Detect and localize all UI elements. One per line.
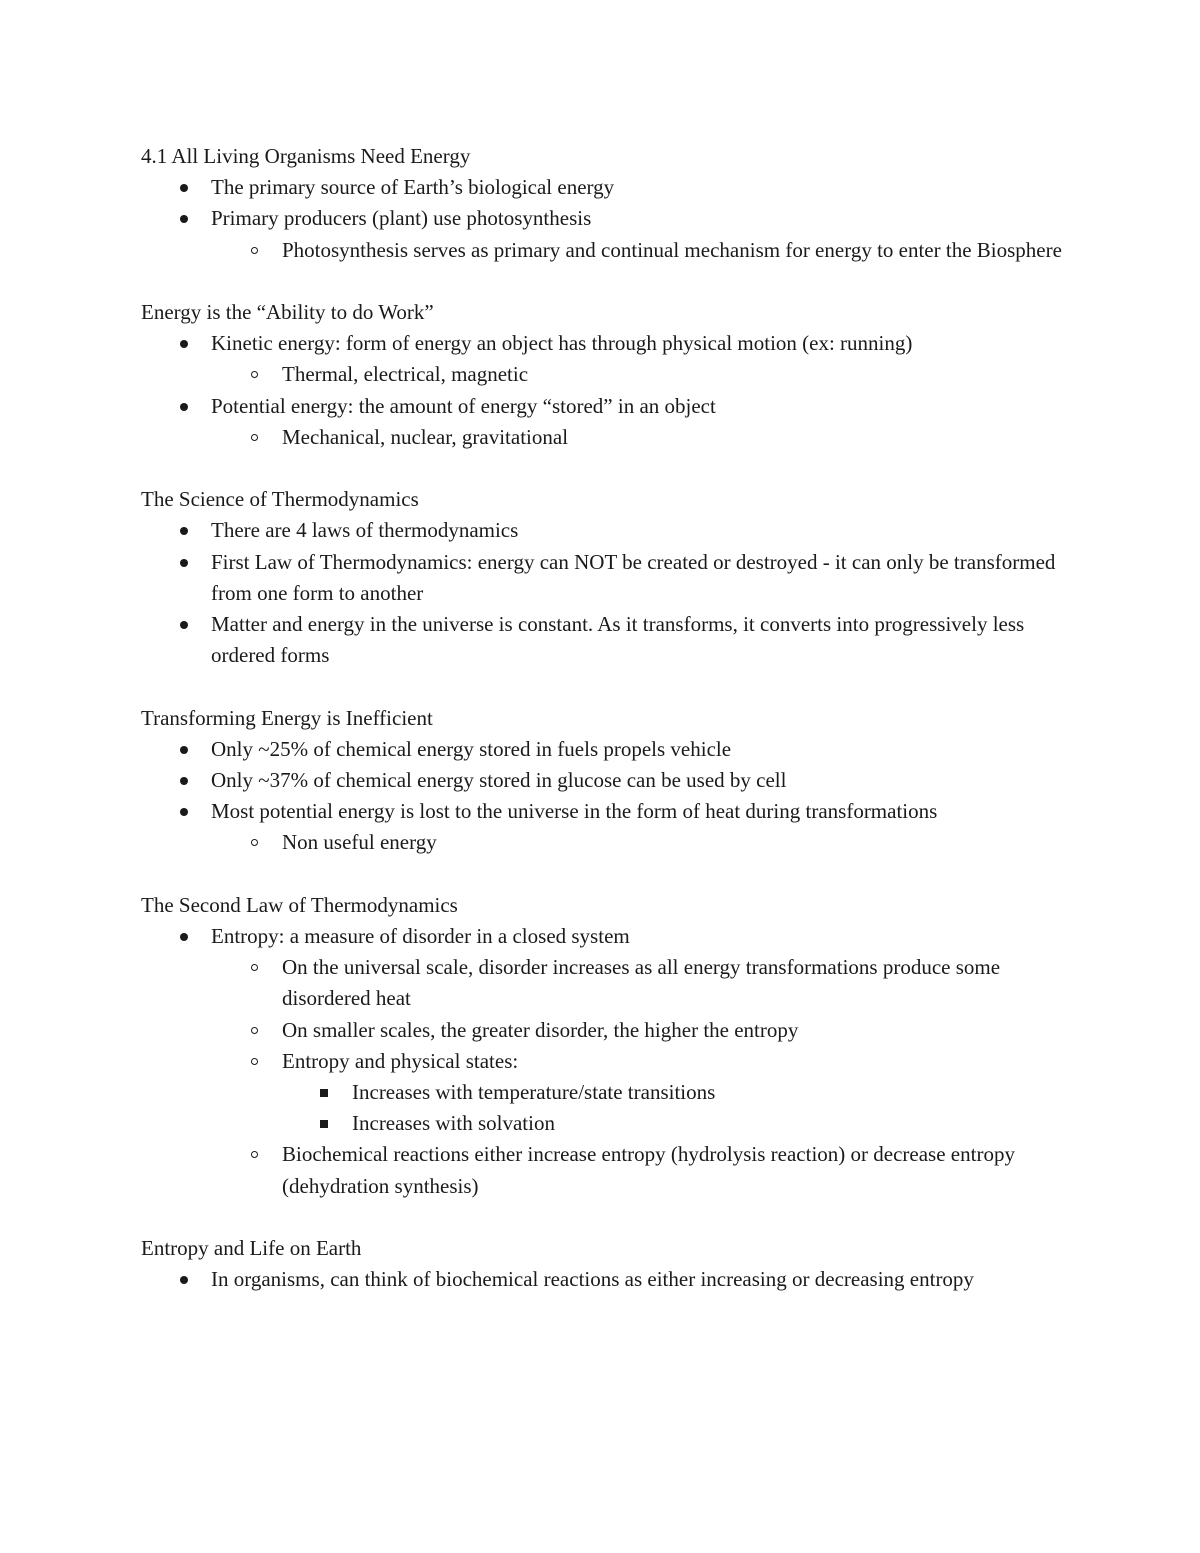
bullet-item bbox=[0, 203, 1071, 234]
filled-circle-bullet-icon bbox=[180, 403, 188, 411]
bullet-item bbox=[0, 391, 1071, 422]
sub-sub-bullet-item bbox=[0, 1108, 1072, 1139]
section-spacer bbox=[0, 671, 1200, 702]
hollow-circle-bullet-icon bbox=[251, 1151, 258, 1158]
bullet-text: In organisms, can think of biochemical reactions as either increasing or decreasing entropy bbox=[211, 1267, 974, 1292]
bullet-text: Increases with temperature/state transitions bbox=[352, 1080, 716, 1105]
section-spacer bbox=[0, 859, 1200, 890]
bullet-text: The primary source of Earth’s biological energy bbox=[211, 175, 615, 200]
bullet-item bbox=[0, 796, 1071, 827]
bullet-text: Biochemical reactions either increase entropy (hydrolysis reaction) or decrease entropy (dehydration synthesis) bbox=[282, 1142, 1015, 1198]
filled-circle-bullet-icon bbox=[180, 808, 188, 816]
section-heading: Entropy and Life on Earth bbox=[141, 1236, 362, 1261]
hollow-circle-bullet-icon bbox=[251, 371, 258, 378]
filled-circle-bullet-icon bbox=[180, 559, 188, 567]
sub-bullet-item bbox=[0, 235, 1072, 266]
bullet-item bbox=[0, 734, 1071, 765]
note-section bbox=[0, 484, 1200, 671]
filled-circle-bullet-icon bbox=[180, 215, 188, 223]
filled-circle-bullet-icon bbox=[180, 933, 188, 941]
bullet-item bbox=[0, 515, 1071, 546]
section-heading: 4.1 All Living Organisms Need Energy bbox=[141, 144, 471, 168]
bullet-text: First Law of Thermodynamics: energy can NOT be created or destroyed - it can only be transformed from one form to another bbox=[211, 549, 1056, 605]
section-heading: The Science of Thermodynamics bbox=[141, 487, 419, 512]
filled-circle-bullet-icon bbox=[180, 340, 188, 348]
note-section bbox=[0, 297, 1200, 453]
bullet-item bbox=[0, 547, 1071, 609]
bullet-text: Primary producers (plant) use photosynthesis bbox=[211, 206, 592, 231]
bullet-text: Non useful energy bbox=[282, 830, 437, 855]
hollow-circle-bullet-icon bbox=[251, 247, 258, 254]
bullet-text: Increases with solvation bbox=[352, 1111, 555, 1136]
bullet-text: Potential energy: the amount of energy “stored” in an object bbox=[211, 393, 716, 418]
section-heading: Transforming Energy is Inefficient bbox=[141, 705, 433, 730]
sub-bullet-item bbox=[0, 359, 1072, 390]
filled-circle-bullet-icon bbox=[180, 621, 188, 629]
bullet-item bbox=[0, 1264, 1071, 1295]
section-heading: The Second Law of Thermodynamics bbox=[141, 892, 458, 917]
square-bullet-icon bbox=[320, 1120, 328, 1128]
filled-circle-bullet-icon bbox=[180, 184, 188, 192]
hollow-circle-bullet-icon bbox=[251, 964, 258, 971]
hollow-circle-bullet-icon bbox=[251, 1027, 258, 1034]
hollow-circle-bullet-icon bbox=[251, 434, 258, 441]
filled-circle-bullet-icon bbox=[180, 746, 188, 754]
note-section bbox=[0, 1233, 1200, 1295]
sub-bullet-item bbox=[0, 1015, 1072, 1046]
hollow-circle-bullet-icon bbox=[251, 1058, 258, 1065]
bullet-text: Photosynthesis serves as primary and continual mechanism for energy to enter the Biosphere bbox=[282, 237, 1062, 262]
bullet-text: Thermal, electrical, magnetic bbox=[282, 362, 529, 387]
section-spacer bbox=[0, 266, 1200, 297]
note-section bbox=[0, 141, 1200, 266]
bullet-text: Most potential energy is lost to the universe in the form of heat during transformations bbox=[211, 799, 938, 824]
sub-bullet-item bbox=[0, 1046, 1072, 1077]
bullet-item bbox=[0, 765, 1071, 796]
section-spacer bbox=[0, 453, 1200, 484]
bullet-item bbox=[0, 609, 1071, 671]
filled-circle-bullet-icon bbox=[180, 1276, 188, 1284]
bullet-item bbox=[0, 328, 1071, 359]
bullet-text: Entropy and physical states: bbox=[282, 1048, 519, 1073]
filled-circle-bullet-icon bbox=[180, 777, 188, 785]
sub-bullet-item bbox=[0, 952, 1072, 1014]
bullet-item bbox=[0, 921, 1071, 952]
section-spacer bbox=[0, 1202, 1200, 1233]
hollow-circle-bullet-icon bbox=[251, 839, 258, 846]
sub-sub-bullet-item bbox=[0, 1077, 1072, 1108]
bullet-text: On the universal scale, disorder increases as all energy transformations produce some disordered heat bbox=[282, 955, 1001, 1011]
filled-circle-bullet-icon bbox=[180, 527, 188, 535]
bullet-text: Kinetic energy: form of energy an object has through physical motion (ex: running) bbox=[211, 331, 913, 356]
bullet-text: There are 4 laws of thermodynamics bbox=[211, 518, 519, 543]
bullet-text: Only ~25% of chemical energy stored in fuels propels vehicle bbox=[211, 736, 732, 761]
bullet-text: Entropy: a measure of disorder in a closed system bbox=[211, 924, 630, 949]
sub-bullet-item bbox=[0, 422, 1072, 453]
bullet-text: On smaller scales, the greater disorder, the higher the entropy bbox=[282, 1017, 799, 1042]
section-heading: Energy is the “Ability to do Work” bbox=[141, 300, 434, 324]
note-section bbox=[0, 703, 1200, 859]
sub-bullet-item bbox=[0, 827, 1072, 858]
square-bullet-icon bbox=[320, 1089, 328, 1097]
note-section bbox=[0, 890, 1200, 1202]
bullet-text: Matter and energy in the universe is constant. As it transforms, it converts into progressively less ordered forms bbox=[211, 612, 1025, 668]
sub-bullet-item bbox=[0, 1139, 1072, 1201]
bullet-item bbox=[0, 172, 1071, 203]
bullet-text: Only ~37% of chemical energy stored in glucose can be used by cell bbox=[211, 768, 787, 793]
bullet-text: Mechanical, nuclear, gravitational bbox=[282, 424, 569, 449]
